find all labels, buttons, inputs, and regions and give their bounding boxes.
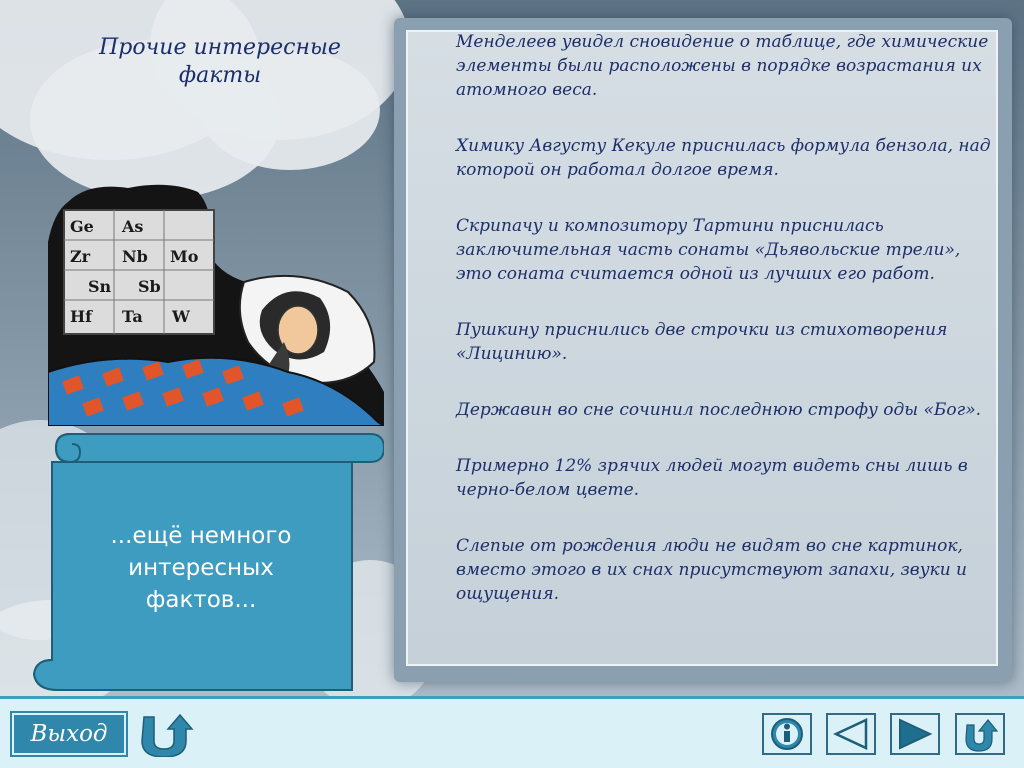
slide-title: Прочие интересные факты <box>99 35 341 88</box>
element-hf: Hf <box>70 307 92 326</box>
facts-list <box>456 30 996 638</box>
element-ge: Ge <box>70 217 94 236</box>
element-sn: Sn <box>88 277 112 296</box>
fact-item: Державин во сне сочинил последнюю строфу оды «Бог». <box>456 400 982 420</box>
info-icon <box>764 715 810 753</box>
scroll-text: ...ещё немного интересных фактов... <box>110 523 292 613</box>
previous-arrow-icon <box>828 715 874 753</box>
u-turn-icon[interactable] <box>138 711 198 757</box>
fact-item: Химику Августу Кекуле приснилась формула бензола, над которой он работал долгое время. <box>456 136 991 180</box>
fact-item: Пушкину приснились две строчки из стихотворения «Лицинию». <box>456 320 948 364</box>
info-button[interactable] <box>762 713 812 755</box>
element-sb: Sb <box>138 277 161 296</box>
element-mo: Mo <box>170 247 199 266</box>
return-button[interactable] <box>955 713 1005 755</box>
fact-item: Менделеев увидел сновидение о таблице, где химические элементы были расположены в порядке возрастания их атомного веса. <box>456 32 989 100</box>
next-slide-button[interactable] <box>890 713 940 755</box>
element-nb: Nb <box>122 247 148 266</box>
element-ta: Ta <box>122 307 143 326</box>
previous-slide-button[interactable] <box>826 713 876 755</box>
element-zr: Zr <box>70 247 91 266</box>
dreaming-mendeleev-illustration <box>48 182 384 426</box>
next-arrow-icon <box>892 715 938 753</box>
element-as: As <box>122 217 144 236</box>
fact-item: Примерно 12% зрячих людей могут видеть сны лишь в черно-белом цвете. <box>456 456 968 500</box>
exit-button[interactable]: Выход <box>12 713 126 755</box>
fact-item: Скрипачу и композитору Тартини приснилась заключительная часть сонаты «Дьявольские трели», это соната считается одной из лучших его работ. <box>456 216 961 284</box>
element-w: W <box>172 307 190 326</box>
fact-item: Слепые от рождения люди не видят во сне картинок, вместо этого в их снах присутствуют запахи, звуки и ощущения. <box>456 536 968 604</box>
return-icon <box>957 715 1003 753</box>
